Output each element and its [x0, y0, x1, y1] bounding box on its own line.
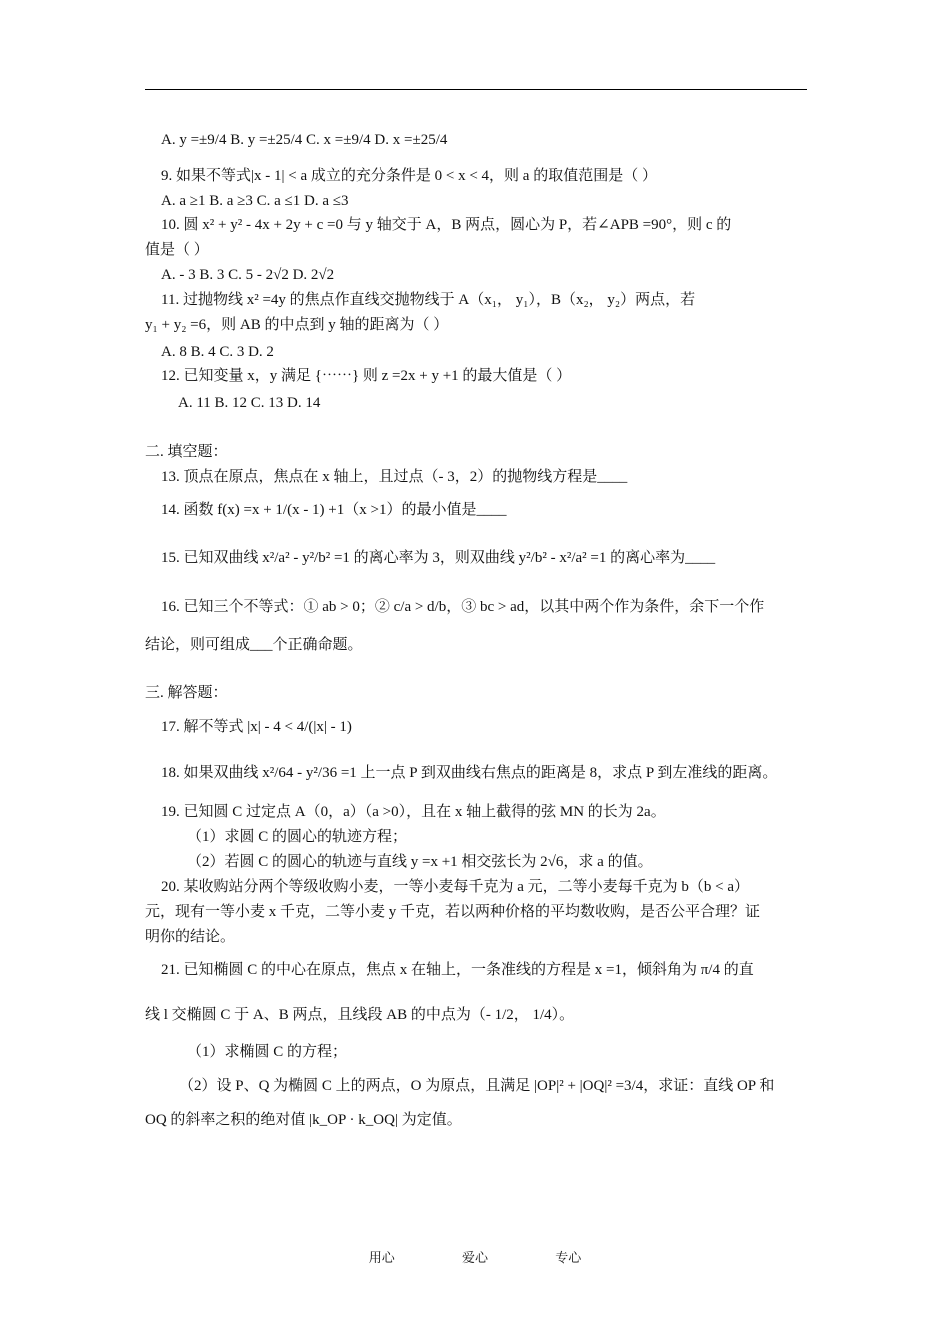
section-heading: 二. 填空题： — [145, 444, 228, 460]
text-line: 11. 过抛物线 x² =4y 的焦点作直线交抛物线于 A（x₁， y₁），B（x₂， y₂）两点，若 — [161, 292, 696, 308]
text-line: OQ 的斜率之积的绝对值 |k_OP · k_OQ| 为定值。 — [145, 1112, 462, 1128]
footer-item: 用心 — [368, 1250, 395, 1265]
text-line: 17. 解不等式 |x| - 4 < 4/(|x| - 1) — [161, 719, 352, 735]
text-line: 结论，则可组成___个正确命题。 — [145, 637, 363, 653]
text-line: 值是（ ） — [145, 242, 209, 258]
text-line: 20. 某收购站分两个等级收购小麦，一等小麦每千克为 a 元，二等小麦每千克为 b（b < a） — [161, 879, 750, 895]
text-line: （1）求椭圆 C 的方程； — [187, 1044, 348, 1060]
text-line: 19. 已知圆 C 过定点 A（0，a）（a >0），且在 x 轴上截得的弦 MN 的长为 2a。 — [161, 804, 666, 820]
text-line: y₁ + y₂ =6，则 AB 的中点到 y 轴的距离为（ ） — [145, 317, 449, 333]
text-line: A. a ≥1 B. a ≥3 C. a ≤1 D. a ≤3 — [161, 193, 349, 209]
section-heading: 三. 解答题： — [145, 685, 228, 701]
text-line: 15. 已知双曲线 x²/a² - y²/b² =1 的离心率为 3，则双曲线 y²/b² - x²/a² =1 的离心率为____ — [161, 550, 716, 566]
text-line: A. 8 B. 4 C. 3 D. 2 — [161, 344, 274, 360]
text-line: A. y =±9/4 B. y =±25/4 C. x =±9/4 D. x =±25/4 — [161, 132, 448, 148]
text-line: 16. 已知三个不等式：① ab > 0；② c/a > d/b，③ bc > ad，以其中两个作为条件，余下一个作 — [161, 599, 765, 615]
text-line: （2）若圆 C 的圆心的轨迹与直线 y =x +1 相交弦长为 2√6，求 a 的值。 — [187, 854, 653, 870]
text-line: 线 l 交椭圆 C 于 A、B 两点，且线段 AB 的中点为（- 1/2， 1/4）。 — [145, 1007, 575, 1023]
text-line: （1）求圆 C 的圆心的轨迹方程； — [187, 829, 408, 845]
footer-item: 爱心 — [461, 1250, 488, 1265]
text-line: 10. 圆 x² + y² - 4x + 2y + c =0 与 y 轴交于 A，B 两点，圆心为 P，若∠APB =90°，则 c 的 — [161, 217, 732, 233]
text-line: A. - 3 B. 3 C. 5 - 2√2 D. 2√2 — [161, 267, 335, 283]
text-line: 14. 函数 f(x) =x + 1/(x - 1) +1（x >1）的最小值是____ — [161, 502, 507, 518]
text-line: 18. 如果双曲线 x²/64 - y²/36 =1 上一点 P 到双曲线右焦点的距离是 8，求点 P 到左准线的距离。 — [161, 765, 778, 781]
footer-item: 专心 — [555, 1250, 582, 1265]
text-line: 13. 顶点在原点，焦点在 x 轴上，且过点（- 3，2）的抛物线方程是____ — [161, 469, 628, 485]
header-rule — [145, 89, 807, 90]
text-line: 元，现有一等小麦 x 千克，二等小麦 y 千克，若以两种价格的平均数收购，是否公平合理？证 — [145, 904, 761, 920]
text-line: 21. 已知椭圆 C 的中心在原点，焦点 x 在轴上，一条准线的方程是 x =1，倾斜角为 π/4 的直 — [161, 962, 754, 978]
text-line: 12. 已知变量 x，y 满足 {⋯⋯} 则 z =2x + y +1 的最大值是（ ） — [161, 368, 572, 384]
text-line: A. 11 B. 12 C. 13 D. 14 — [178, 395, 321, 411]
text-line: （2）设 P、Q 为椭圆 C 上的两点，O 为原点，且满足 |OP|² + |OQ|² =3/4，求证：直线 OP 和 — [179, 1078, 775, 1094]
text-line: 9. 如果不等式|x - 1| < a 成立的充分条件是 0 < x < 4，则 a 的取值范围是（ ） — [161, 168, 657, 184]
page-footer — [0, 1247, 950, 1266]
text-line: 明你的结论。 — [145, 929, 236, 945]
